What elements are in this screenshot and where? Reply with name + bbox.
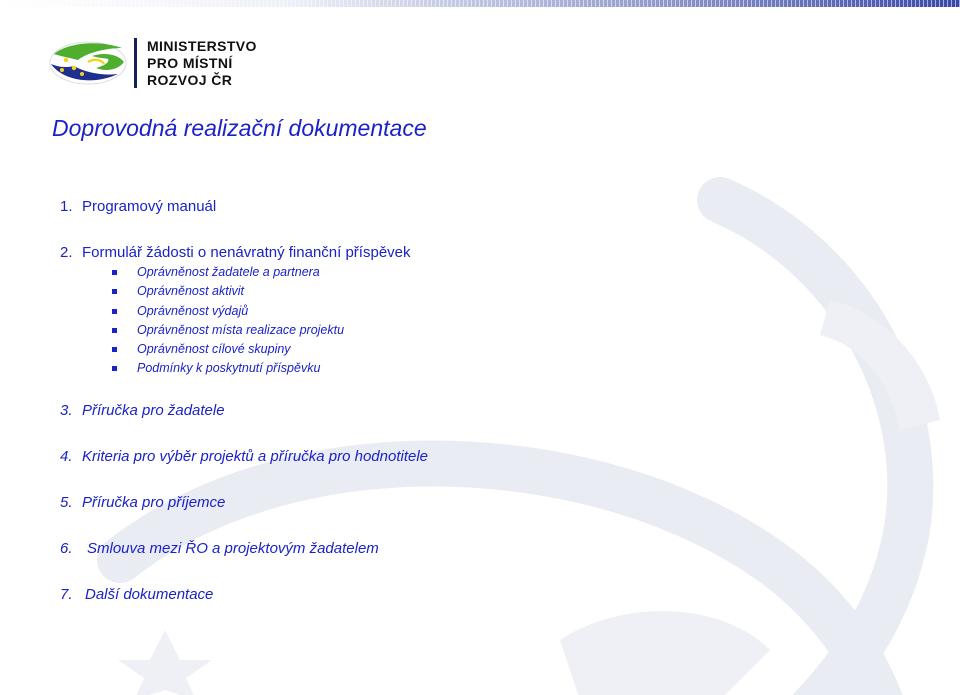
sublist-item — [112, 282, 344, 301]
mmr-logo-icon — [48, 40, 128, 86]
logo-text-line-1: MINISTERSTVO — [147, 38, 257, 54]
square-bullet-icon — [112, 270, 117, 275]
list-item-3 — [60, 402, 225, 420]
page-title: Doprovodná realizační dokumentace — [52, 115, 427, 141]
item-label: Další dokumentace — [85, 586, 214, 603]
list-item-7 — [60, 586, 213, 604]
item-number: 3. — [60, 402, 73, 419]
list-item-4 — [60, 448, 428, 466]
item-label: Kriteria pro výběr projektů a příručka pro hodnotitele — [82, 448, 429, 465]
sublist-item-label: Oprávněnost místa realizace projektu — [137, 322, 345, 337]
item-label: Smlouva mezi ŘO a projektovým žadatelem — [87, 540, 379, 557]
logo-separator — [134, 38, 137, 88]
item-label: Formulář žádosti o nenávratný finanční příspěvek — [82, 244, 411, 261]
sublist-item — [112, 263, 344, 282]
square-bullet-icon — [112, 347, 117, 352]
item-number: 6. — [60, 540, 73, 557]
item-number: 5. — [60, 494, 73, 511]
item-number: 7. — [60, 586, 73, 603]
list-item-1 — [60, 198, 216, 216]
item-label: Programový manuál — [82, 198, 217, 215]
ministry-logo[interactable] — [48, 38, 278, 90]
form-sublist — [112, 263, 344, 379]
item-number: 2. — [60, 244, 73, 261]
list-item-6 — [60, 540, 379, 558]
item-label: Příručka pro žadatele — [82, 402, 225, 419]
square-bullet-icon — [112, 366, 117, 371]
sublist-item-label: Podmínky k poskytnutí příspěvku — [137, 361, 321, 376]
sublist-item — [112, 340, 344, 359]
sublist-item — [112, 302, 344, 321]
item-label: Příručka pro příjemce — [82, 494, 226, 511]
item-number: 4. — [60, 448, 73, 465]
list-item-2 — [60, 244, 411, 262]
sublist-item — [112, 321, 344, 340]
logo-text-line-3: ROZVOJ ČR — [147, 72, 233, 88]
sublist-item-label: Oprávněnost aktivit — [137, 284, 244, 299]
sublist-item-label: Oprávněnost žadatele a partnera — [137, 265, 320, 279]
square-bullet-icon — [112, 309, 117, 314]
square-bullet-icon — [112, 328, 117, 333]
square-bullet-icon — [112, 289, 117, 294]
sublist-item-label: Oprávněnost výdajů — [137, 303, 249, 318]
sublist-item — [112, 359, 344, 378]
list-item-5 — [60, 494, 225, 512]
logo-text-line-2: PRO MÍSTNÍ — [147, 55, 233, 71]
sublist-item-label: Oprávněnost cílové skupiny — [137, 342, 291, 357]
item-number: 1. — [60, 198, 73, 215]
